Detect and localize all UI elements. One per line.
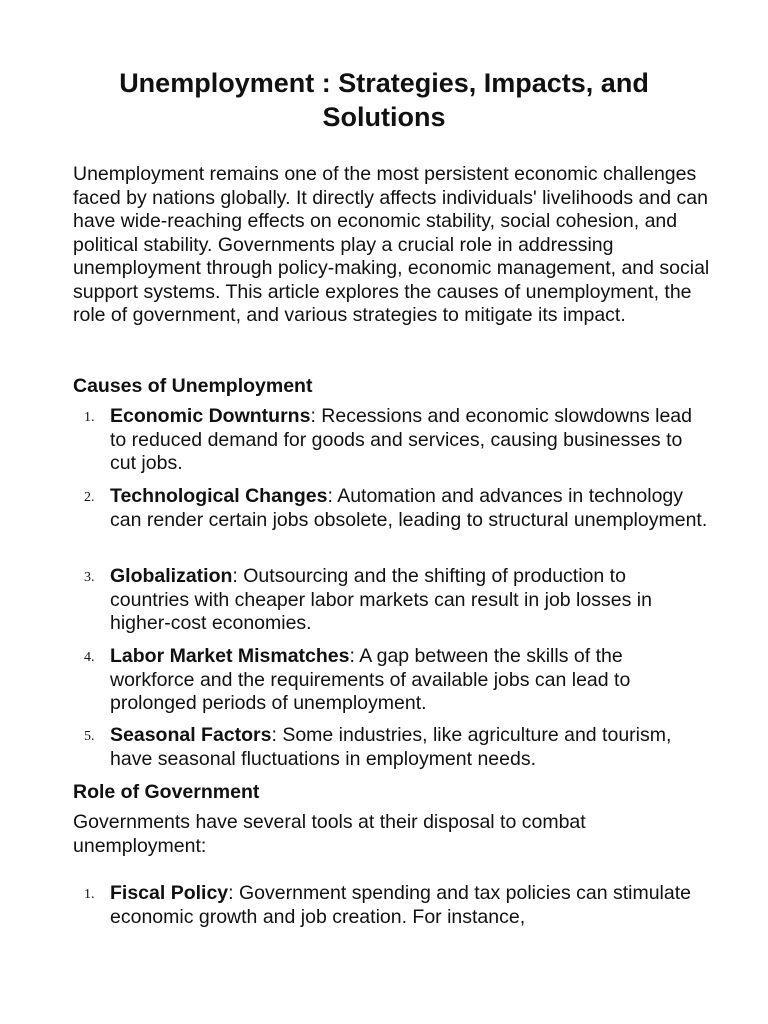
- list-term: Globalization: [110, 565, 233, 587]
- list-text: : Outsourcing and the shifting of production to countries with cheaper labor markets can result in job losses in higher-cost economies.: [110, 565, 652, 634]
- list-text: : A gap between the skills of the workforce and the requirements of available jobs can lead to prolonged periods of unemployment.: [110, 645, 631, 714]
- list-number: 1.: [84, 410, 95, 425]
- list-number: 3.: [84, 570, 95, 585]
- list-item: [84, 724, 710, 771]
- list-term: Fiscal Policy: [110, 882, 229, 904]
- intro-paragraph: Unemployment remains one of the most persistent economic challenges faced by nations globally. It directly affects individuals' livelihoods and can have wide-reaching effects on economic stability, social cohesion, and political stability. Governments play a crucial role in addressing unemployment through policy-making, economic management, and social support systems. This article explores the causes of unemployment, the role of government, and various strategies to mitigate its impact.: [73, 163, 710, 326]
- list-item: [84, 882, 710, 929]
- list-item: [84, 405, 710, 476]
- government-intro: Governments have several tools at their disposal to combat unemployment:: [73, 811, 586, 857]
- list-term: Economic Downturns: [110, 405, 311, 427]
- document-title: Unemployment : Strategies, Impacts, and Solutions: [119, 68, 649, 132]
- causes-heading: Causes of Unemployment: [73, 375, 313, 397]
- list-text: : Some industries, like agriculture and tourism, have seasonal fluctuations in employment needs.: [110, 724, 672, 770]
- list-number: 1.: [84, 887, 95, 902]
- list-number: 5.: [84, 729, 95, 744]
- list-text: : Automation and advances in technology can render certain jobs obsolete, leading to structural unemployment.: [110, 485, 708, 531]
- list-number: 2.: [84, 490, 95, 505]
- list-item: [84, 645, 710, 716]
- list-term: Labor Market Mismatches: [110, 645, 350, 667]
- list-item: [84, 565, 710, 636]
- government-heading: Role of Government: [73, 781, 260, 803]
- list-term: Technological Changes: [110, 485, 328, 507]
- list-text: : Government spending and tax policies can stimulate economic growth and job creation. For instance,: [110, 882, 691, 928]
- list-text: : Recessions and economic slowdowns lead to reduced demand for goods and services, causing businesses to cut jobs.: [110, 405, 692, 474]
- list-item: [84, 485, 710, 532]
- list-number: 4.: [84, 650, 95, 665]
- list-term: Seasonal Factors: [110, 724, 272, 746]
